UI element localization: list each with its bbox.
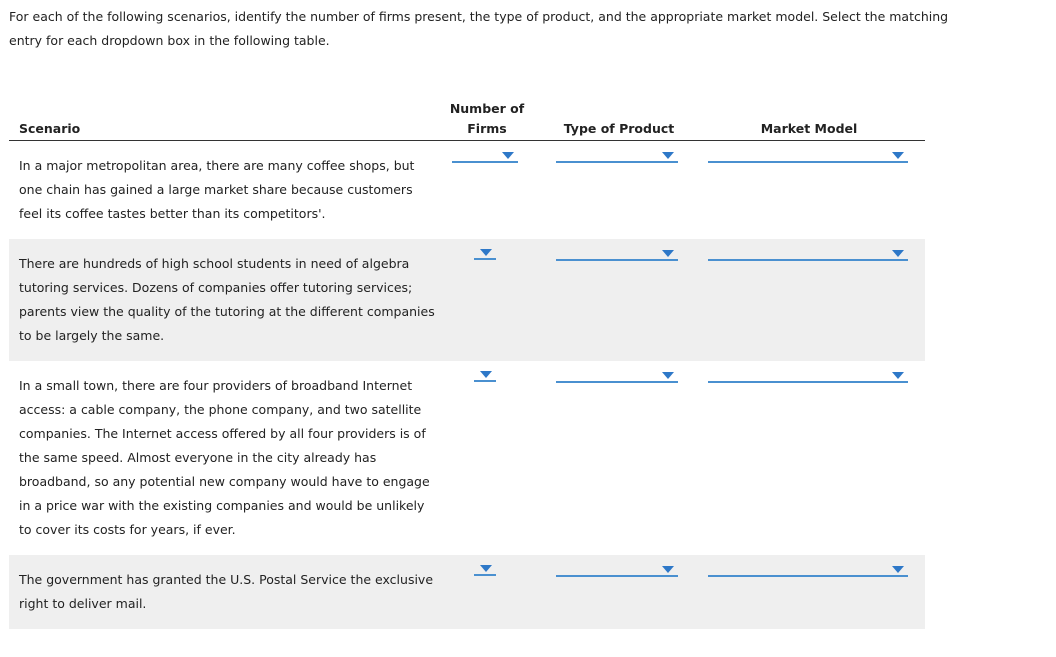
triangle-down-icon <box>892 250 904 257</box>
scenario-line: to be largely the same. <box>19 328 165 343</box>
header-market-model: Market Model <box>760 121 858 136</box>
triangle-down-icon <box>662 152 674 159</box>
firms-dropdown-1[interactable] <box>452 151 518 163</box>
instructions-line-1: For each of the following scenarios, identify the number of firms present, the type of product, and the appropriate market model. Select the matching <box>9 9 949 24</box>
table-header <box>9 94 925 141</box>
scenario-table <box>9 94 925 629</box>
triangle-down-icon <box>502 152 514 159</box>
scenario-line: in a price war with the existing companies and would be unlikely <box>19 498 425 513</box>
triangle-down-icon <box>480 371 492 378</box>
instructions <box>9 5 1039 53</box>
triangle-down-icon <box>662 566 674 573</box>
product-dropdown-4[interactable] <box>556 565 678 577</box>
scenario-text-1 <box>19 154 439 226</box>
header-type-of-product: Type of Product <box>563 121 675 136</box>
scenario-text-4 <box>19 568 439 616</box>
scenario-line: right to deliver mail. <box>19 596 147 611</box>
scenario-line: In a small town, there are four providers of broadband Internet <box>19 378 413 393</box>
header-firms-line-1: Number of <box>449 101 525 116</box>
scenario-text-3 <box>19 374 439 542</box>
model-dropdown-4[interactable] <box>708 565 908 577</box>
table-row-4 <box>9 555 925 629</box>
header-firms-line-2: Firms <box>467 121 507 136</box>
table-row-2 <box>9 239 925 361</box>
product-dropdown-3[interactable] <box>556 371 678 383</box>
model-dropdown-2[interactable] <box>708 249 908 261</box>
scenario-line: The government has granted the U.S. Postal Service the exclusive <box>19 572 434 587</box>
scenario-line: access: a cable company, the phone company, and two satellite <box>19 402 422 417</box>
scenario-line: tutoring services. Dozens of companies offer tutoring services; <box>19 280 413 295</box>
triangle-down-icon <box>662 372 674 379</box>
table-row-1 <box>9 141 925 239</box>
header-scenario: Scenario <box>19 121 81 136</box>
firms-dropdown-2[interactable] <box>474 248 496 260</box>
model-dropdown-3[interactable] <box>708 371 908 383</box>
scenario-line: In a major metropolitan area, there are many coffee shops, but <box>19 158 415 173</box>
scenario-line: the same speed. Almost everyone in the city already has <box>19 450 377 465</box>
scenario-text-2 <box>19 252 439 348</box>
triangle-down-icon <box>892 566 904 573</box>
scenario-line: There are hundreds of high school students in need of algebra <box>19 256 410 271</box>
product-dropdown-1[interactable] <box>556 151 678 163</box>
firms-dropdown-4[interactable] <box>474 564 496 576</box>
firms-dropdown-3[interactable] <box>474 370 496 382</box>
header-number-of-firms <box>444 99 530 139</box>
triangle-down-icon <box>892 372 904 379</box>
scenario-line: parents view the quality of the tutoring at the different companies <box>19 304 435 319</box>
scenario-line: feel its coffee tastes better than its competitors'. <box>19 206 326 221</box>
model-dropdown-1[interactable] <box>708 151 908 163</box>
product-dropdown-2[interactable] <box>556 249 678 261</box>
triangle-down-icon <box>892 152 904 159</box>
instructions-line-2: entry for each dropdown box in the following table. <box>9 33 330 48</box>
scenario-line: one chain has gained a large market share because customers <box>19 182 413 197</box>
triangle-down-icon <box>662 250 674 257</box>
triangle-down-icon <box>480 565 492 572</box>
scenario-line: broadband, so any potential new company would have to engage <box>19 474 430 489</box>
triangle-down-icon <box>480 249 492 256</box>
scenario-line: to cover its costs for years, if ever. <box>19 522 236 537</box>
table-row-3 <box>9 361 925 555</box>
scenario-line: companies. The Internet access offered by all four providers is of <box>19 426 426 441</box>
